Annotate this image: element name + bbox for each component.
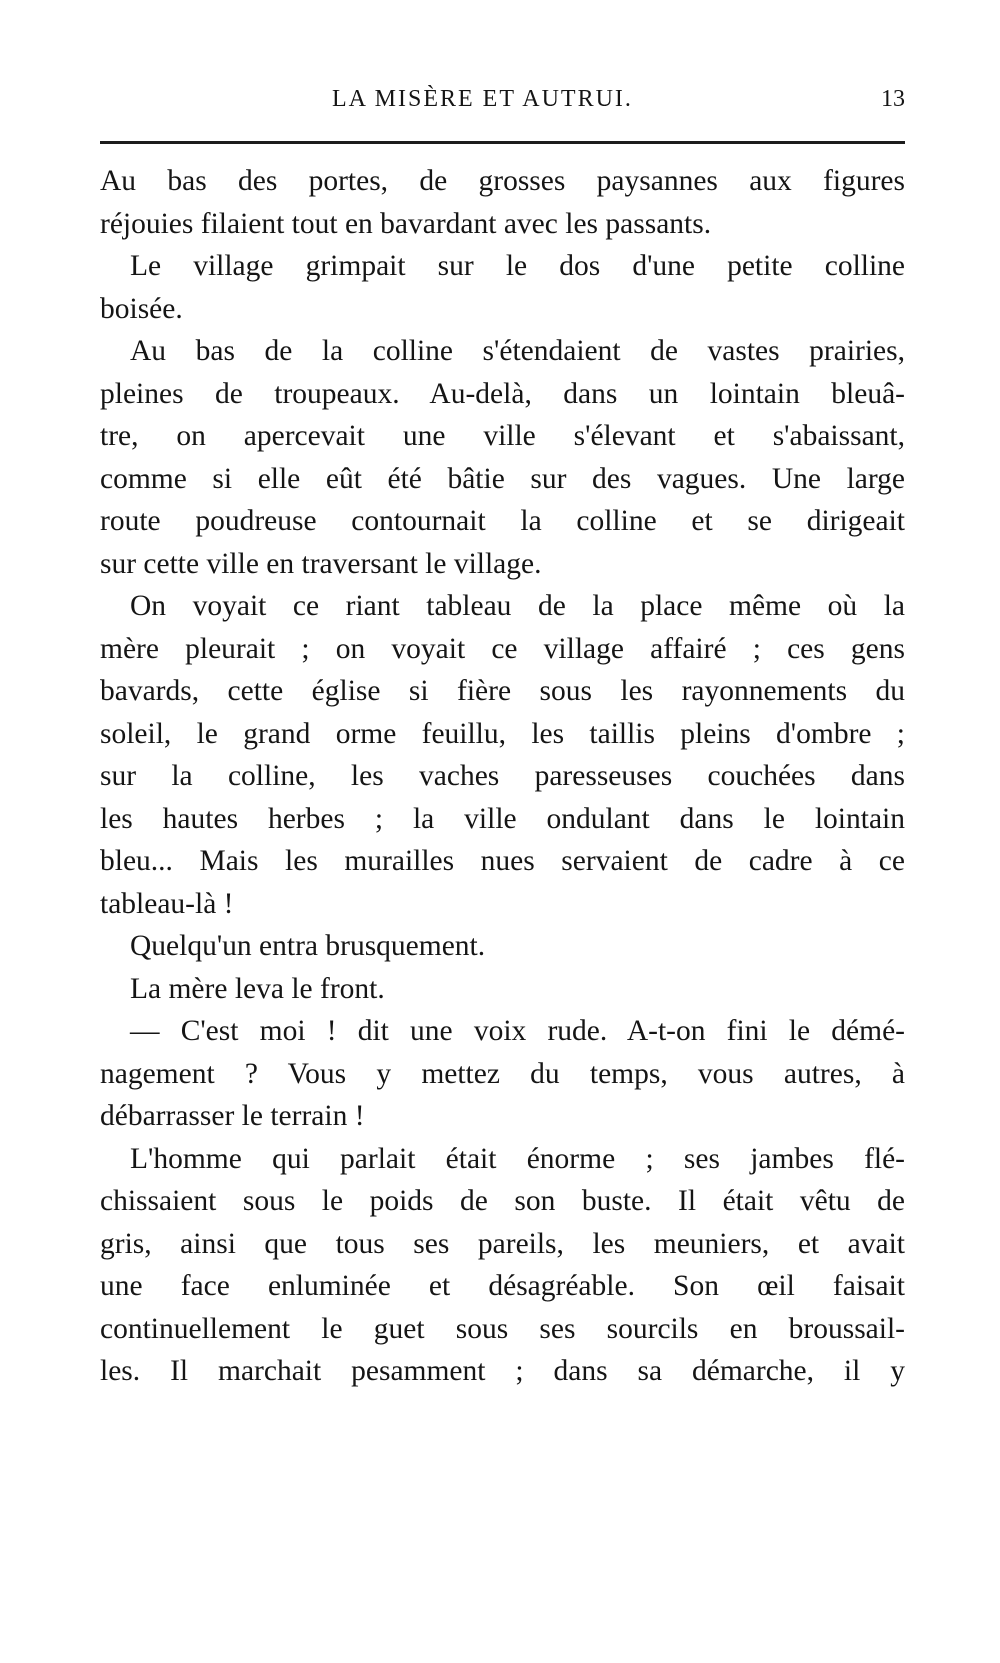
text-line: La mère leva le front.: [130, 972, 385, 1005]
page-header: [100, 86, 905, 126]
text-line: soleil, le grand orme feuillu, les taillis pleins d'ombre ;: [100, 717, 905, 750]
text-line: Au bas de la colline s'étendaient de vastes prairies,: [130, 335, 905, 367]
text-line: gris, ainsi que tous ses pareils, les meuniers, et avait: [100, 1227, 905, 1260]
text-line: continuellement le guet sous ses sourcils en broussail-: [100, 1312, 905, 1345]
text-line: les hautes herbes ; la ville ondulant dans le lointain: [100, 802, 905, 835]
text-line: L'homme qui parlait était énorme ; ses jambes flé-: [130, 1142, 905, 1175]
text-line: — C'est moi ! dit une voix rude. A-t-on fini le démé-: [130, 1015, 905, 1047]
text-line: une face enluminée et désagréable. Son œil faisait: [100, 1270, 905, 1302]
text-line: comme si elle eût été bâtie sur des vagues. Une large: [100, 462, 905, 495]
text-line: boisée.: [100, 292, 183, 325]
header-rule: [100, 141, 905, 144]
running-title: LA MISÈRE ET AUTRUI.: [332, 86, 633, 112]
text-line: bavards, cette église si fière sous les rayonnements du: [100, 675, 905, 707]
text-line: sur la colline, les vaches paresseuses couchées dans: [100, 760, 905, 792]
text-line: nagement ? Vous y mettez du temps, vous autres, à: [100, 1057, 905, 1090]
text-line: chissaient sous le poids de son buste. Il était vêtu de: [100, 1185, 905, 1217]
text-line: réjouies filaient tout en bavardant avec les passants.: [100, 207, 712, 240]
text-line: Au bas des portes, de grosses paysannes aux figures: [100, 165, 905, 197]
text-line: mère pleurait ; on voyait ce village affairé ; ces gens: [100, 632, 905, 665]
text-line: les. Il marchait pesamment ; dans sa démarche, il y: [100, 1355, 905, 1387]
body-text: [100, 160, 905, 1393]
text-line: route poudreuse contournait la colline et se dirigeait: [100, 505, 905, 537]
text-line: Quelqu'un entra brusquement.: [130, 930, 486, 962]
text-line: pleines de troupeaux. Au-delà, dans un lointain bleuâ-: [100, 377, 905, 410]
text-line: On voyait ce riant tableau de la place même où la: [130, 590, 905, 622]
text-line: tre, on apercevait une ville s'élevant et s'abaissant,: [100, 420, 905, 452]
text-line: Le village grimpait sur le dos d'une petite colline: [130, 250, 905, 282]
page-number: 13: [881, 86, 905, 112]
text-line: débarrasser le terrain !: [100, 1100, 365, 1132]
text-line: sur cette ville en traversant le village.: [100, 547, 542, 580]
text-line: bleu... Mais les murailles nues servaient de cadre à ce: [100, 845, 905, 877]
text-line: tableau-là !: [100, 887, 234, 920]
